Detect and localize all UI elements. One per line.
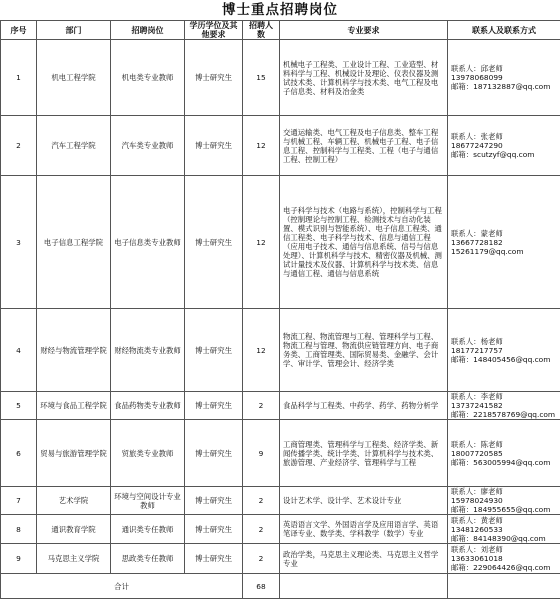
row-edu: 博士研究生: [185, 392, 243, 420]
row-post: 贸旅类专业教师: [111, 420, 185, 487]
contact-email: 15261179@qq.com: [451, 247, 557, 256]
row-no: 2: [1, 116, 37, 176]
table-row: [1, 309, 560, 392]
contact-phone: 15978024930: [451, 496, 557, 505]
row-major: 政治学类，马克思主义理论类、马克思主义哲学专业: [280, 544, 448, 574]
row-count: 2: [243, 392, 280, 420]
contact-person: 联系人：蒙老师: [451, 229, 557, 238]
row-edu: 博士研究生: [185, 176, 243, 309]
contact-phone: 18177217757: [451, 346, 557, 355]
row-major: 电子科学与技术（电路与系统），控制科学与工程（控制理论与控制工程、检测技术与自动化装置、模式识别与智能系统）、电子信息工程类、通信工程类、电子科学与技术、信息与通信工程（应用电子技术、通信与信息系统、信号与信息处理）、计算机科学与技术、精密仪器及机械、测试计量技术及仪器、计算机科学与技术类、信息与通信工程、通信与信息系统: [280, 176, 448, 309]
row-no: 4: [1, 309, 37, 392]
row-count: 2: [243, 515, 280, 544]
table-row: [1, 515, 560, 544]
row-count: 12: [243, 176, 280, 309]
total-major-blank: [280, 574, 448, 599]
header-contact: 联系人及联系方式: [448, 21, 560, 40]
page-title: 博士重点招聘岗位: [0, 0, 560, 20]
contact-email: 邮箱：scutzyf@qq.com: [451, 150, 557, 159]
table-row: [1, 487, 560, 515]
row-major: 工商管理类、管理科学与工程类、经济学类、新闻传播学类、统计学类、计算机科学与技术类、旅游管理、产业经济学、管理科学与工程: [280, 420, 448, 487]
row-no: 5: [1, 392, 37, 420]
table-row: [1, 544, 560, 574]
row-major: 物流工程、物流管理与工程、管理科学与工程、物流工程与管理、物流供应链管理方向、电子商务类、工商管理类、国际贸易类、金融学、会计学、审计学、管理会计、经济学类: [280, 309, 448, 392]
contact-phone: 18677247290: [451, 141, 557, 150]
contact-person: 联系人：廖老师: [451, 487, 557, 496]
contact-person: 联系人：邱老师: [451, 64, 557, 73]
row-dept: 汽车工程学院: [37, 116, 111, 176]
row-edu: 博士研究生: [185, 116, 243, 176]
contact-email: 邮箱：84148390@qq.com: [451, 534, 557, 543]
row-dept: 马克思主义学院: [37, 544, 111, 574]
table-row: [1, 392, 560, 420]
row-post: 思政类专任教师: [111, 544, 185, 574]
row-edu: 博士研究生: [185, 544, 243, 574]
contact-person: 联系人：杨老师: [451, 337, 557, 346]
header-count: 招聘人数: [243, 21, 280, 40]
row-count: 15: [243, 40, 280, 116]
row-edu: 博士研究生: [185, 40, 243, 116]
row-count: 12: [243, 116, 280, 176]
row-edu: 博士研究生: [185, 420, 243, 487]
total-label: 合计: [1, 574, 243, 599]
contact-phone: 13978068099: [451, 73, 557, 82]
row-contact: [448, 309, 560, 392]
row-count: 12: [243, 309, 280, 392]
row-edu: 博士研究生: [185, 309, 243, 392]
contact-email: 邮箱：229064426@qq.com: [451, 563, 557, 572]
row-contact: [448, 420, 560, 487]
row-major: 英语语言文学、外国语言学及应用语言学、英语笔译专业、数学类、学科教学（数学）专业: [280, 515, 448, 544]
row-contact: [448, 176, 560, 309]
table-row: [1, 116, 560, 176]
row-contact: [448, 515, 560, 544]
row-no: 9: [1, 544, 37, 574]
row-count: 2: [243, 487, 280, 515]
contact-phone: 13667728182: [451, 238, 557, 247]
row-dept: 贸易与旅游管理学院: [37, 420, 111, 487]
row-contact: [448, 116, 560, 176]
row-post: 环境与空间设计专业教师: [111, 487, 185, 515]
contact-email: 邮箱：148405456@qq.com: [451, 355, 557, 364]
table-row: [1, 40, 560, 116]
row-no: 1: [1, 40, 37, 116]
row-post: 电子信息类专业教师: [111, 176, 185, 309]
row-major: 机械电子工程类、工业设计工程、工业造型、材料科学与工程、机械设计及理论、仪表仪器及测试技术类、计算机科学与技术类、电气工程及电子信息类、材料及冶金类: [280, 40, 448, 116]
contact-phone: 13481260533: [451, 525, 557, 534]
row-no: 3: [1, 176, 37, 309]
row-post: 食品药物类专业教师: [111, 392, 185, 420]
row-post: 汽车类专业教师: [111, 116, 185, 176]
contact-phone: 13737241582: [451, 401, 557, 410]
row-major: 食品科学与工程类、中药学、药学、药物分析学: [280, 392, 448, 420]
row-count: 2: [243, 544, 280, 574]
row-count: 9: [243, 420, 280, 487]
total-row: [1, 574, 560, 599]
contact-email: 邮箱：184955655@qq.com: [451, 505, 557, 514]
contact-person: 联系人：刘老师: [451, 545, 557, 554]
row-contact: [448, 392, 560, 420]
row-post: 通识类专任教师: [111, 515, 185, 544]
contact-person: 联系人：张老师: [451, 132, 557, 141]
contact-phone: 18007720585: [451, 449, 557, 458]
header-major: 专业要求: [280, 21, 448, 40]
row-dept: 财经与物流管理学院: [37, 309, 111, 392]
header-no: 序号: [1, 21, 37, 40]
total-contact-blank: [448, 574, 560, 599]
row-dept: 电子信息工程学院: [37, 176, 111, 309]
row-dept: 通识教育学院: [37, 515, 111, 544]
total-count: 68: [243, 574, 280, 599]
contact-person: 联系人：李老师: [451, 392, 557, 401]
row-post: 机电类专业教师: [111, 40, 185, 116]
contact-person: 联系人：陈老师: [451, 440, 557, 449]
contact-person: 联系人：黄老师: [451, 516, 557, 525]
row-major: 交通运输类、电气工程及电子信息类、整车工程与机械工程、车辆工程、机械电子工程、电子信息工程、控制科学与工程类、工程（电子与通信工程、控制工程）: [280, 116, 448, 176]
header-edu: 学历学位及其他要求: [185, 21, 243, 40]
row-contact: [448, 487, 560, 515]
table-row: [1, 420, 560, 487]
row-contact: [448, 544, 560, 574]
row-no: 6: [1, 420, 37, 487]
recruitment-table: [0, 20, 560, 599]
row-dept: 机电工程学院: [37, 40, 111, 116]
contact-email: 邮箱：187132887@qq.com: [451, 82, 557, 91]
header-row: [1, 21, 560, 40]
row-no: 8: [1, 515, 37, 544]
table-row: [1, 176, 560, 309]
row-contact: [448, 40, 560, 116]
row-edu: 博士研究生: [185, 515, 243, 544]
contact-email: 邮箱：563005994@qq.com: [451, 458, 557, 467]
header-dept: 部门: [37, 21, 111, 40]
row-edu: 博士研究生: [185, 487, 243, 515]
contact-email: 邮箱：2218578769@qq.com: [451, 410, 557, 419]
row-dept: 艺术学院: [37, 487, 111, 515]
row-dept: 环境与食品工程学院: [37, 392, 111, 420]
row-post: 财经物流类专业教师: [111, 309, 185, 392]
row-no: 7: [1, 487, 37, 515]
row-major: 设计艺术学、设计学、艺术设计专业: [280, 487, 448, 515]
contact-phone: 13633061018: [451, 554, 557, 563]
header-post: 招聘岗位: [111, 21, 185, 40]
